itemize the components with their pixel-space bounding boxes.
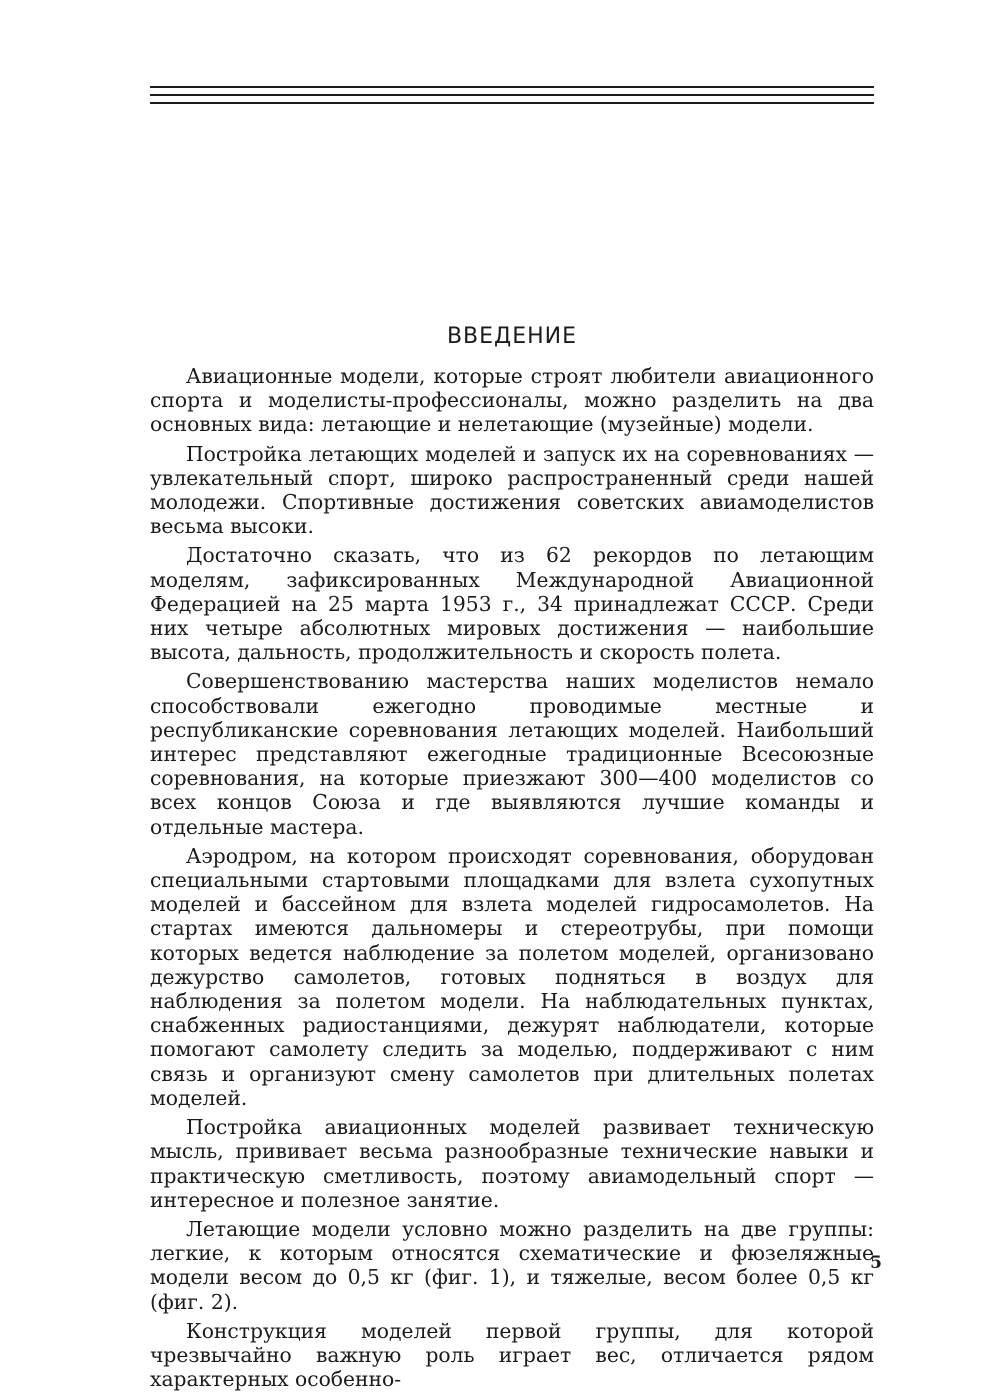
paragraph: Авиационные модели, которые строят любители авиационного спорта и моделисты-профессионалы, можно разделить на два основных вида: летающие и нелетающие (музейные) модели. bbox=[150, 364, 874, 437]
paragraph: Аэродром, на котором происходят соревнования, оборудован специальными стартовыми площадками для взлета сухопутных моделей и бассейном для взлета моделей гидросамолетов. На стартах имеются дальномеры и стереотрубы, при помощи которых ведется наблюдение за полетом моделей, организовано дежурство самолетов, готовых подняться в воздух для наблюдения за полетом модели. На наблюдательных пунктах, снабженных радиостанциями, дежурят наблюдатели, которые помогают самолету следить за моделью, поддерживают с ним связь и организуют смену самолетов при длительных полетах моделей. bbox=[150, 843, 874, 1110]
paragraph: Постройка летающих моделей и запуск их на соревнованиях — увлекательный спорт, широко распространенный среди нашей молодежи. Спортивные достижения советских авиамоделистов весьма высоки. bbox=[150, 441, 874, 539]
header-rule-top bbox=[150, 86, 874, 88]
paragraph: Постройка авиационных моделей развивает техническую мысль, прививает весьма разнообразные технические навыки и практическую сметливость, поэтому авиамодельный спорт — интересное и полезное занятие. bbox=[150, 1115, 874, 1212]
paragraph: Достаточно сказать, что из 62 рекордов по летающим моделям, зафиксированных Международной Авиационной Федерацией на 25 марта 1953 г., 34 принадлежат СССР. Среди них четыре абсолютных мировых достижения — наибольшие высота, дальность, продолжительность и скорость полета. bbox=[150, 543, 874, 665]
header-rule-bottom bbox=[150, 102, 874, 104]
paragraph: Совершенствованию мастерства наших моделистов немало способствовали ежегодно проводимые местные и республиканские соревнования летающих моделей. Наибольший интерес представляют ежегодные традиционные Всесоюзные соревнования, на которые приезжают 300—400 моделистов со всех концов Союза и где выявляются лучшие команды и отдельные мастера. bbox=[150, 669, 874, 839]
page-title: ВВЕДЕНИЕ bbox=[446, 324, 578, 349]
paragraph: Летающие модели условно можно разделить на две группы: легкие, к которым относятся схематические и фюзеляжные модели весом до 0,5 кг (фиг. 1), и тяжелые, весом более 0,5 кг (фиг. 2). bbox=[150, 1216, 874, 1314]
page-number: 5 bbox=[870, 1253, 882, 1273]
body-text bbox=[150, 364, 874, 1396]
paragraph: Конструкция моделей первой группы, для которой чрезвычайно важную роль играет вес, отличается рядом характерных особенно- bbox=[150, 1318, 874, 1392]
header-rule-middle bbox=[150, 94, 874, 96]
